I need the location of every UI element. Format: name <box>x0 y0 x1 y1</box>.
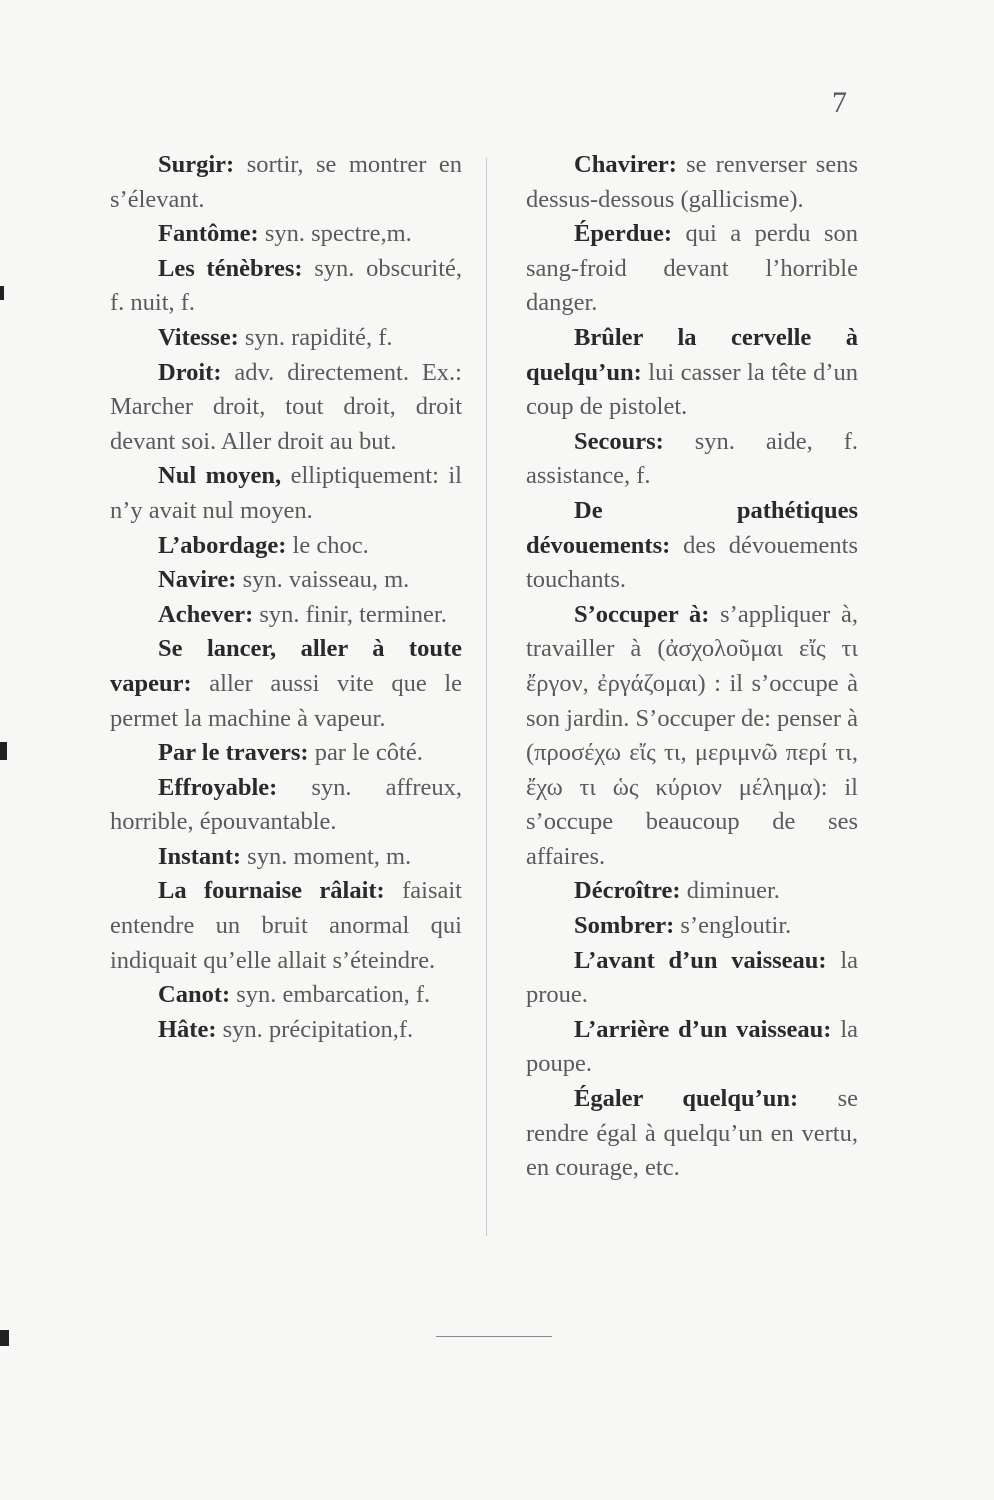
entry-term: Canot: <box>158 981 231 1009</box>
entry-term: Vitesse: <box>158 323 239 351</box>
binding-mark <box>0 1330 9 1346</box>
entry-term: Par le travers: <box>158 739 309 767</box>
glossary-entry <box>110 840 462 875</box>
binding-mark <box>0 286 4 300</box>
entry-definition: s’appliquer à, travailler à (ἀσχολοῦμαι εἴς τι ἔργον, ἐργάζομαι) : il s’occupe à son jardin. S’occuper de: penser à (προσέχω εἴς τι, μεριμνῶ περί τι, ἔχω τι ὡς κύριον μέλημα): il s’occupe beaucoup de ses affaires. <box>526 600 859 870</box>
entry-term: Fantôme: <box>158 220 259 248</box>
glossary-entry <box>110 771 462 840</box>
glossary-entry <box>526 874 858 909</box>
entry-term: Navire: <box>158 566 237 594</box>
glossary-entry <box>110 529 462 564</box>
glossary-entry <box>526 909 858 944</box>
glossary-entry <box>110 217 462 252</box>
entry-definition: elliptiquement: il n’y avait nul moyen. <box>110 462 462 524</box>
entry-definition: la proue. <box>526 946 858 1009</box>
glossary-entry <box>526 1082 858 1186</box>
glossary-entry <box>526 598 858 875</box>
entry-term: Se lancer, aller à toute vapeur: <box>110 635 462 697</box>
glossary-entry <box>110 356 462 460</box>
entry-definition: par le côté. <box>314 739 423 767</box>
entry-term: La fournaise râlait: <box>158 877 385 905</box>
glossary-entry <box>110 321 462 356</box>
entry-definition: syn. rapidité, f. <box>244 323 393 351</box>
entry-term: Achever: <box>158 600 254 628</box>
entry-definition: syn. vaisseau, m. <box>242 566 410 594</box>
glossary-entry <box>110 978 462 1013</box>
entry-term: Décroître: <box>574 877 681 905</box>
glossary-entry <box>110 252 462 321</box>
glossary-entry <box>526 944 858 1013</box>
entry-term: Surgir: <box>158 151 235 178</box>
entry-term: De pathétiques dévouements: <box>526 496 858 559</box>
entry-term: Égaler quelqu’un: <box>574 1085 799 1113</box>
glossary-entry <box>110 736 462 771</box>
glossary-entry <box>526 321 858 425</box>
entry-definition: aller aussi vite que le permet la machine à vapeur. <box>110 669 462 732</box>
entry-term: Brûler la cervelle à quelqu’un: <box>526 323 858 386</box>
glossary-entry <box>526 1013 858 1082</box>
entry-definition: syn. spectre,m. <box>264 220 412 248</box>
entry-definition: se renverser sens dessus-dessous (gallicisme). <box>526 151 858 213</box>
entry-definition: se rendre égal à quelqu’un en vertu, en courage, etc. <box>526 1085 858 1182</box>
entry-definition: s’engloutir. <box>680 912 792 940</box>
column-divider <box>486 158 487 1236</box>
entry-definition: syn. embarcation, f. <box>236 981 431 1009</box>
entry-term: L’avant d’un vaisseau: <box>574 946 827 974</box>
entry-definition: syn. aide, f. assistance, f. <box>526 427 859 490</box>
left-column <box>110 148 462 1047</box>
entry-term: L’arrière d’un vaisseau: <box>574 1015 832 1043</box>
entry-definition: syn. finir, terminer. <box>259 600 447 628</box>
entry-term: Secours: <box>574 427 664 455</box>
entry-definition: diminuer. <box>686 877 780 905</box>
entry-definition: syn. affreux, horrible, épouvantable. <box>110 773 462 836</box>
entry-term: L’abordage: <box>158 531 287 559</box>
entry-term: S’occuper à: <box>574 600 710 628</box>
entry-definition: des dévouements touchants. <box>526 531 858 594</box>
binding-mark <box>0 742 7 760</box>
entry-definition: le choc. <box>292 531 369 559</box>
entry-term: Effroyable: <box>158 773 278 801</box>
entry-term: Instant: <box>158 842 242 870</box>
entry-definition: syn. moment, m. <box>247 842 412 870</box>
entry-term: Sombrer: <box>574 912 675 940</box>
entry-term: Chavirer: <box>574 151 677 178</box>
entry-definition: lui casser la tête d’un coup de pistolet. <box>526 358 858 421</box>
entry-term: Les ténèbres: <box>158 254 303 282</box>
glossary-entry <box>110 1013 462 1048</box>
right-column <box>526 148 858 1186</box>
entry-definition: adv. directement. Ex.: Marcher droit, tout droit, droit devant soi. Aller droit au but. <box>110 358 462 455</box>
entry-definition: faisait entendre un bruit anormal qui indiquait qu’elle allait s’éteindre. <box>110 877 462 974</box>
entry-definition: syn. obscurité, f. nuit, f. <box>110 254 463 317</box>
glossary-entry <box>110 459 462 528</box>
entry-term: Nul moyen, <box>158 462 282 490</box>
glossary-entry <box>110 148 462 217</box>
entry-term: Droit: <box>158 358 222 386</box>
glossary-entry <box>526 148 858 217</box>
entry-definition: sortir, se montrer en s’élevant. <box>110 151 463 213</box>
glossary-entry <box>526 217 858 321</box>
entry-term: Hâte: <box>158 1015 217 1043</box>
bottom-rule <box>436 1336 552 1337</box>
entry-definition: syn. précipitation,f. <box>222 1015 414 1043</box>
glossary-entry <box>110 874 462 978</box>
entry-term: Éperdue: <box>574 220 672 248</box>
glossary-entry <box>526 494 858 598</box>
entry-definition: la poupe. <box>526 1015 858 1078</box>
glossary-entry <box>110 632 462 736</box>
page-number: 7 <box>832 86 847 119</box>
glossary-entry <box>110 598 462 633</box>
entry-definition: qui a perdu son sang-froid devant l’horrible danger. <box>526 220 858 317</box>
glossary-entry <box>110 563 462 598</box>
glossary-entry <box>526 425 858 494</box>
